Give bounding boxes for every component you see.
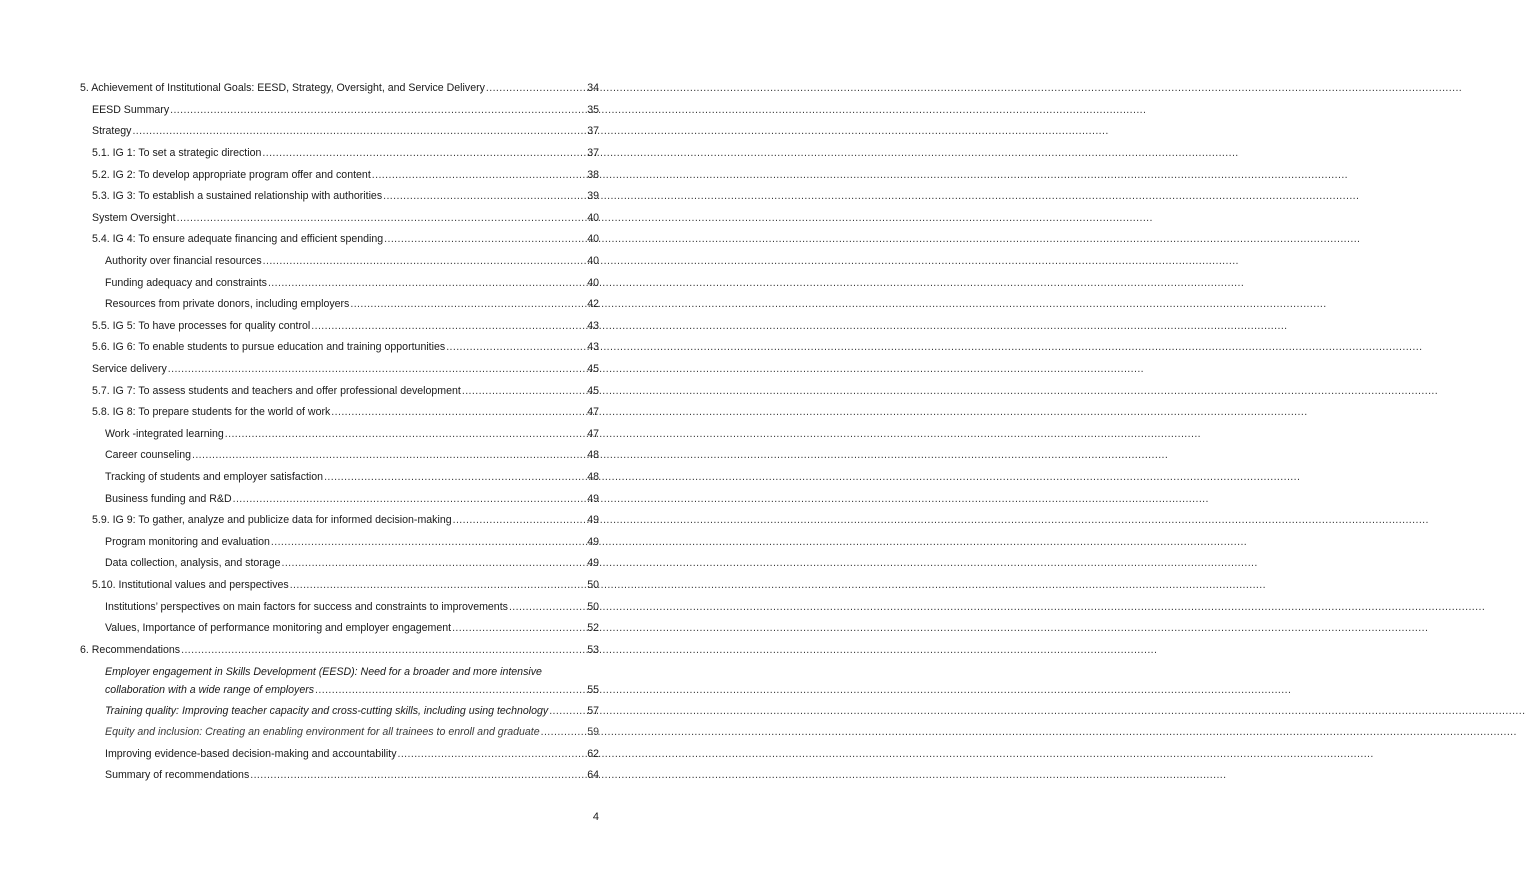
toc-leader-dots — [132, 124, 586, 138]
toc-entry-page: 45 — [587, 363, 599, 375]
toc-entry-page: 64 — [587, 769, 599, 781]
toc-entry-title: 6. Recommendations — [80, 644, 181, 656]
toc-leader-dots — [192, 448, 586, 462]
toc-leader-dots — [452, 621, 586, 635]
toc-leader-dots — [168, 362, 586, 376]
toc-entry-title: 5.2. IG 2: To develop appropriate program offer and content — [92, 169, 371, 181]
toc-entry-page: 49 — [587, 557, 599, 569]
toc-entry-title: Resources from private donors, including employers — [105, 298, 350, 310]
toc-entry[interactable] — [92, 189, 599, 203]
toc-entry-title: System Oversight — [92, 212, 176, 224]
toc-entry-title: Data collection, analysis, and storage — [105, 557, 281, 569]
toc-leader-dots — [549, 704, 586, 718]
toc-entry-second-row — [105, 683, 599, 697]
toc-leader-dots — [384, 232, 586, 246]
toc-entry-title: 5.10. Institutional values and perspectives — [92, 579, 289, 591]
toc-entry-title: 5. Achievement of Institutional Goals: EESD, Strategy, Oversight, and Service Delivery — [80, 82, 485, 94]
toc-entry-title: 5.1. IG 1: To set a strategic direction — [92, 147, 262, 159]
toc-entry[interactable] — [92, 384, 599, 398]
table-of-contents — [0, 0, 680, 880]
toc-entry[interactable] — [105, 621, 599, 635]
toc-entry-page: 49 — [587, 514, 599, 526]
toc-entry[interactable] — [92, 513, 599, 527]
toc-entry[interactable] — [105, 768, 599, 782]
toc-entry-title: 5.5. IG 5: To have processes for quality control — [92, 320, 311, 332]
toc-entry-title: Service delivery — [92, 363, 167, 375]
toc-leader-dots — [486, 81, 586, 95]
toc-entry-title-line2: collaboration with a wide range of employers — [105, 684, 315, 696]
toc-entry[interactable] — [105, 747, 599, 761]
toc-leader-dots — [271, 535, 586, 549]
toc-entry-page: 49 — [587, 536, 599, 548]
toc-entry-title: 5.6. IG 6: To enable students to pursue education and training opportunities — [92, 341, 446, 353]
toc-entry[interactable] — [105, 427, 599, 441]
toc-entry-page: 47 — [587, 428, 599, 440]
toc-leader-dots — [263, 254, 587, 268]
toc-entry[interactable] — [92, 232, 599, 246]
toc-entry[interactable] — [92, 168, 599, 182]
toc-entry[interactable] — [105, 448, 599, 462]
toc-entry-page: 38 — [587, 169, 599, 181]
toc-leader-dots — [233, 492, 587, 506]
toc-entry-page: 37 — [587, 147, 599, 159]
toc-entry[interactable] — [92, 319, 599, 333]
toc-entry-title: Funding adequacy and constraints — [105, 277, 267, 289]
toc-leader-dots — [383, 189, 586, 203]
toc-entry-title: Summary of recommendations — [105, 769, 250, 781]
toc-entry[interactable] — [105, 254, 599, 268]
toc-entry-page: 57 — [587, 705, 599, 717]
toc-leader-dots — [453, 513, 587, 527]
toc-entry[interactable] — [105, 297, 599, 311]
toc-entry-page: 48 — [587, 471, 599, 483]
toc-entry-title: Training quality: Improving teacher capacity and cross-cutting skills, including using technology — [105, 705, 549, 717]
toc-entry-page: 50 — [587, 601, 599, 613]
toc-entry[interactable] — [105, 492, 599, 506]
toc-entry-page: 43 — [587, 320, 599, 332]
toc-entry[interactable] — [92, 146, 599, 160]
toc-leader-dots — [170, 103, 586, 117]
toc-entry-title: Career counseling — [105, 449, 191, 461]
toc-entry-page: 48 — [587, 449, 599, 461]
toc-entry-page: 34 — [587, 82, 599, 94]
toc-entry[interactable] — [105, 704, 599, 718]
toc-leader-dots — [268, 276, 586, 290]
toc-leader-dots — [372, 168, 586, 182]
toc-leader-dots — [324, 470, 586, 484]
toc-leader-dots — [262, 146, 586, 160]
toc-entry[interactable] — [105, 725, 599, 739]
toc-entry-page: 62 — [587, 748, 599, 760]
page-number: 4 — [592, 811, 599, 823]
toc-entry-page: 40 — [587, 255, 599, 267]
toc-entry-title: Improving evidence-based decision-making and accountability — [105, 748, 397, 760]
toc-leader-dots — [462, 384, 586, 398]
toc-entry[interactable] — [105, 535, 599, 549]
toc-entry-title-line1: Employer engagement in Skills Development (EESD): Need for a broader and more intensive — [105, 666, 542, 678]
toc-entry-page: 39 — [587, 190, 599, 202]
toc-entry[interactable] — [92, 362, 599, 376]
toc-entry-page: 55 — [587, 684, 599, 696]
toc-entry-page: 45 — [587, 385, 599, 397]
toc-entry-title: Equity and inclusion: Creating an enabling environment for all trainees to enroll and graduate — [105, 726, 540, 738]
toc-entry[interactable] — [92, 340, 599, 354]
toc-leader-dots — [282, 556, 587, 570]
toc-entry[interactable] — [92, 124, 599, 138]
toc-entry[interactable] — [92, 578, 599, 592]
toc-leader-dots — [225, 427, 586, 441]
toc-entry-page: 59 — [587, 726, 599, 738]
toc-entry[interactable] — [80, 643, 599, 657]
toc-entry-page: 43 — [587, 341, 599, 353]
toc-entry-page: 40 — [587, 212, 599, 224]
toc-entry-title: Program monitoring and evaluation — [105, 536, 270, 548]
toc-leader-dots — [350, 297, 586, 311]
toc-entry-page: 53 — [587, 644, 599, 656]
toc-entry-title: 5.7. IG 7: To assess students and teachers and offer professional development — [92, 385, 461, 397]
toc-leader-dots — [398, 747, 587, 761]
toc-entry[interactable] — [92, 103, 599, 117]
toc-entry-title: 5.9. IG 9: To gather, analyze and publicize data for informed decision-making — [92, 514, 452, 526]
toc-entry-page: 40 — [587, 233, 599, 245]
toc-entry-page: 35 — [587, 104, 599, 116]
toc-entry[interactable] — [105, 276, 599, 290]
toc-entry[interactable] — [105, 556, 599, 570]
toc-entry-page: 49 — [587, 493, 599, 505]
toc-leader-dots — [311, 319, 586, 333]
toc-entry-title: 5.4. IG 4: To ensure adequate financing and efficient spending — [92, 233, 384, 245]
toc-entry-page: 37 — [587, 125, 599, 137]
toc-leader-dots — [177, 211, 587, 225]
toc-leader-dots — [250, 768, 586, 782]
toc-leader-dots — [331, 405, 586, 419]
toc-entry[interactable] — [105, 470, 599, 484]
toc-entry-page: 50 — [587, 579, 599, 591]
toc-entry[interactable] — [105, 665, 599, 697]
toc-entry[interactable] — [105, 600, 599, 614]
toc-leader-dots — [315, 683, 586, 697]
toc-leader-dots — [290, 578, 587, 592]
toc-entry[interactable] — [92, 405, 599, 419]
toc-leader-dots — [446, 340, 586, 354]
toc-entry-title: Tracking of students and employer satisfaction — [105, 471, 324, 483]
toc-leader-dots — [509, 600, 586, 614]
toc-entry-title: Authority over financial resources — [105, 255, 262, 267]
toc-entry-page: 52 — [587, 622, 599, 634]
toc-entry-page: 40 — [587, 277, 599, 289]
toc-entry-title: 5.8. IG 8: To prepare students for the world of work — [92, 406, 331, 418]
toc-entry-title: Institutions’ perspectives on main factors for success and constraints to improvements — [105, 601, 508, 613]
toc-entry-title: Work -integrated learning — [105, 428, 224, 440]
toc-entry-page: 47 — [587, 406, 599, 418]
toc-entry[interactable] — [92, 211, 599, 225]
toc-entry-title: 5.3. IG 3: To establish a sustained relationship with authorities — [92, 190, 383, 202]
toc-entry-page: 42 — [587, 298, 599, 310]
toc-leader-dots — [181, 643, 586, 657]
toc-entry-title: Business funding and R&D — [105, 493, 232, 505]
toc-leader-dots — [541, 725, 587, 739]
toc-entry-title: Values, Importance of performance monitoring and employer engagement — [105, 622, 452, 634]
toc-entry-title: EESD Summary — [92, 104, 170, 116]
toc-entry[interactable] — [80, 81, 599, 95]
toc-entry-title: Strategy — [92, 125, 132, 137]
